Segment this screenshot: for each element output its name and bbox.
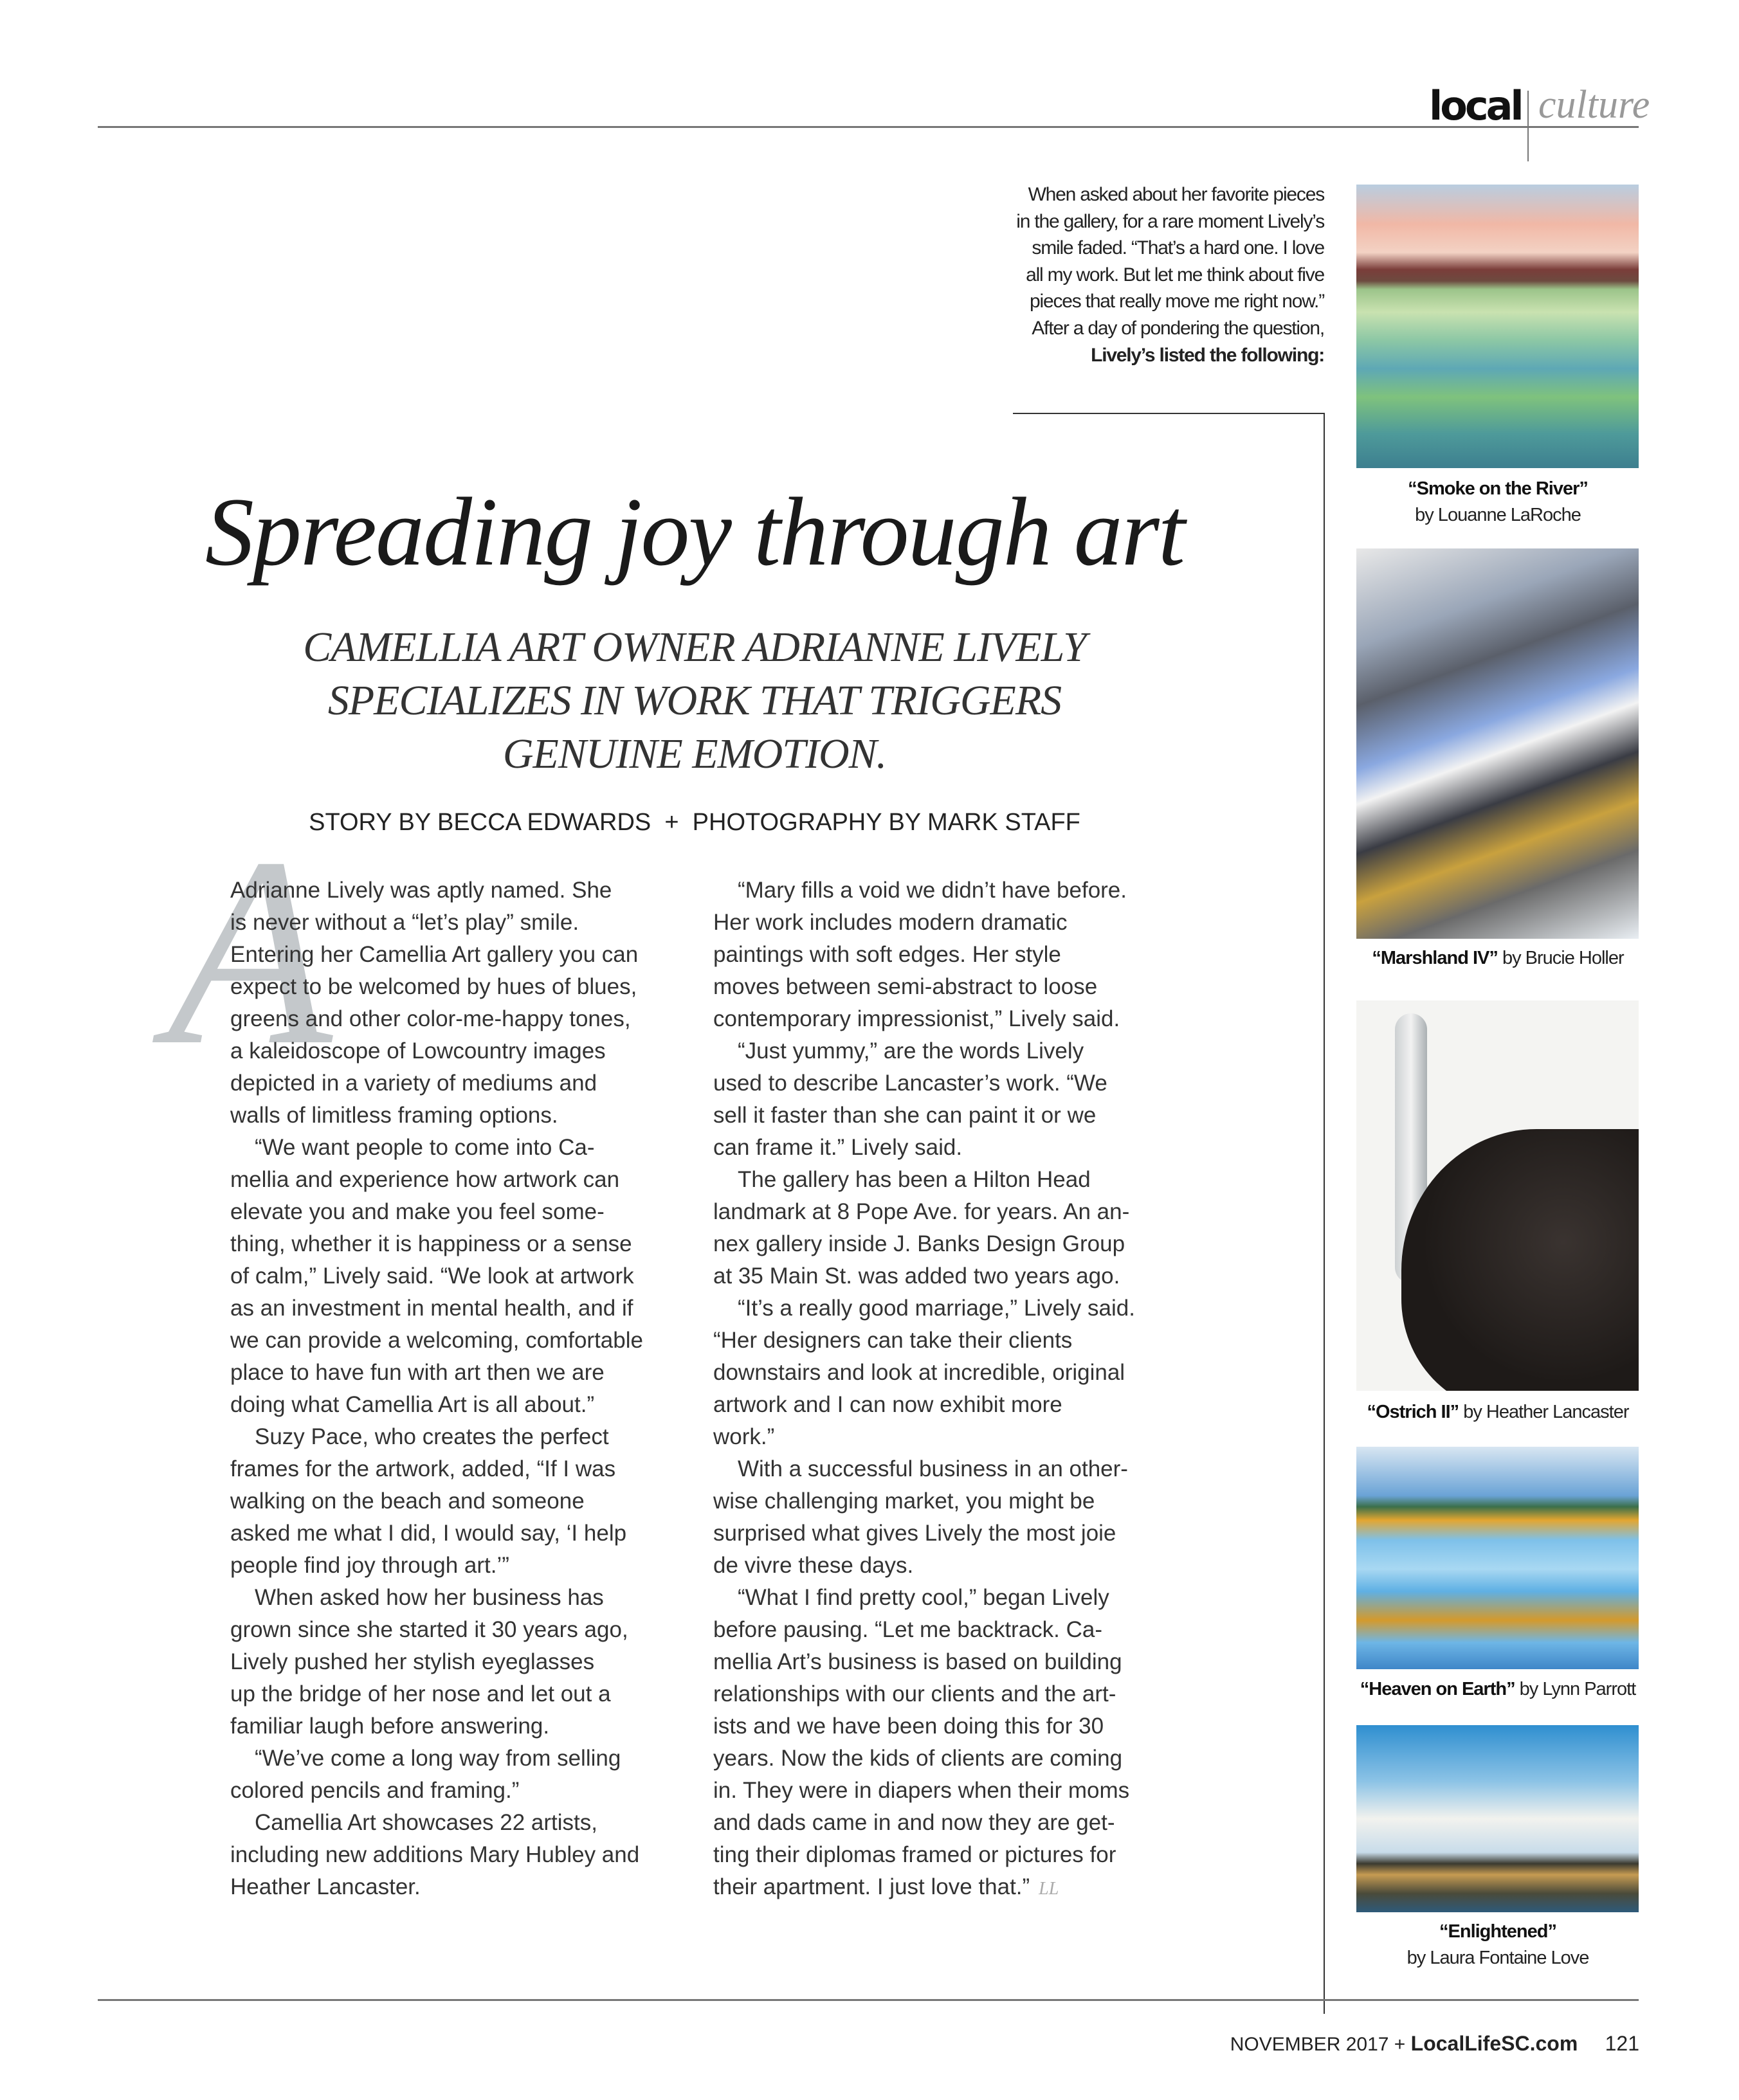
footer-rule (98, 1999, 1639, 2001)
subtitle-line: CAMELLIA ART OWNER ADRIANNE LIVELY (303, 624, 1086, 671)
intro-line: smile faded. “That’s a hard one. I love (1032, 237, 1324, 259)
painting-smoke-on-the-river (1356, 185, 1639, 468)
body-line: paintings with soft edges. Her style (713, 942, 1061, 967)
body-line: nex gallery inside J. Banks Design Group (713, 1231, 1125, 1256)
body-line: doing what Camellia Art is all about.” (230, 1392, 595, 1417)
body-line: walking on the beach and someone (230, 1489, 585, 1514)
body-line: Entering her Camellia Art gallery you can (230, 942, 639, 967)
body-line: frames for the artwork, added, “If I was (230, 1456, 616, 1481)
body-line: a kaleidoscope of Lowcountry images (230, 1038, 606, 1064)
body-line: people find joy through art.’” (230, 1553, 509, 1578)
body-line: their apartment. I just love that.” LL (713, 1874, 1059, 1899)
body-line: de vivre these days. (713, 1553, 914, 1578)
body-line: Lively pushed her stylish eyeglasses (230, 1649, 595, 1674)
body-line: up the bridge of her nose and let out a (230, 1681, 611, 1706)
section-label-culture: culture (1538, 83, 1650, 127)
body-line: mellia Art’s business is based on building (713, 1649, 1122, 1674)
painting-marshland-iv (1356, 548, 1639, 939)
body-line: With a successful business in an other- (738, 1456, 1128, 1481)
body-line: “We’ve come a long way from selling (255, 1746, 621, 1771)
caption-2 (1344, 945, 1652, 972)
page-number: 121 (1605, 2032, 1639, 2055)
section-label-local: local (1429, 82, 1522, 129)
body-line: Suzy Pace, who creates the perfect (255, 1424, 609, 1449)
body-line: landmark at 8 Pope Ave. for years. An an- (713, 1199, 1130, 1224)
body-line: “Mary fills a void we didn’t have before. (738, 878, 1127, 903)
artwork-artist: by Lynn Parrott (1519, 1679, 1636, 1699)
body-line: expect to be welcomed by hues of blues, (230, 974, 637, 999)
body-line: mellia and experience how artwork can (230, 1167, 620, 1192)
header-rule (98, 126, 1639, 128)
caption-3 (1344, 1399, 1652, 1426)
sidebar-intro (990, 181, 1324, 368)
body-line: The gallery has been a Hilton Head (738, 1167, 1091, 1192)
body-line: we can provide a welcoming, comfortable (230, 1328, 643, 1353)
body-line: sell it faster than she can paint it or we (713, 1103, 1097, 1128)
caption-1 (1344, 476, 1652, 529)
footer (1230, 2032, 1639, 2056)
artwork-title: “Marshland IV” (1372, 948, 1498, 968)
body-line: surprised what gives Lively the most joie (713, 1521, 1116, 1546)
body-line: as an investment in mental health, and if (230, 1296, 633, 1321)
body-line: ists and we have been doing this for 30 (713, 1714, 1104, 1739)
body-line: “Just yummy,” are the words Lively (738, 1038, 1084, 1064)
painting-enlightened (1356, 1725, 1639, 1912)
body-line: greens and other color-me-happy tones, (230, 1006, 631, 1031)
body-line: Adrianne Lively was aptly named. She (230, 878, 612, 903)
body-line: contemporary impressionist,” Lively said. (713, 1006, 1120, 1031)
body-line: is never without a “let’s play” smile. (230, 910, 579, 935)
painting-heaven-on-earth (1356, 1447, 1639, 1669)
artwork-artist: by Louanne LaRoche (1415, 505, 1581, 525)
body-line: asked me what I did, I would say, ‘I help (230, 1521, 627, 1546)
intro-line: in the gallery, for a rare moment Lively’s (1016, 210, 1324, 232)
body-line: Camellia Art showcases 22 artists, (255, 1810, 597, 1835)
body-line: familiar laugh before answering. (230, 1714, 550, 1739)
body-line: place to have fun with art then we are (230, 1360, 605, 1385)
body-line: can frame it.” Lively said. (713, 1135, 963, 1160)
body-column-2 (713, 874, 1135, 1905)
subtitle-line: GENUINE EMOTION. (502, 730, 887, 777)
intro-line: After a day of pondering the question, (1032, 317, 1324, 339)
artwork-title: “Ostrich II” (1367, 1402, 1459, 1422)
page-title: Spreading joy through art (205, 478, 1185, 586)
artwork-title: “Smoke on the River” (1408, 478, 1588, 499)
sidebar-bracket-side (1324, 413, 1325, 2014)
body-line: before pausing. “Let me backtrack. Ca- (713, 1617, 1103, 1642)
section-divider (1527, 91, 1529, 161)
end-mark: LL (1039, 1879, 1059, 1899)
artwork-artist: by Laura Fontaine Love (1407, 1948, 1589, 1968)
body-line: “It’s a really good marriage,” Lively said. (738, 1296, 1135, 1321)
body-line: Heather Lancaster. (230, 1874, 421, 1899)
issue-date: NOVEMBER 2017 + (1230, 2034, 1406, 2055)
body-line: “We want people to come into Ca- (255, 1135, 595, 1160)
body-line: “Her designers can take their clients (713, 1328, 1073, 1353)
body-line: “What I find pretty cool,” began Lively (738, 1585, 1109, 1610)
subtitle (244, 620, 1145, 781)
body-line: in. They were in diapers when their moms (713, 1778, 1130, 1803)
website-link[interactable]: LocalLifeSC.com (1410, 2032, 1578, 2055)
ostrich-body (1401, 1129, 1639, 1391)
body-line: elevate you and make you feel some- (230, 1199, 605, 1224)
intro-line: all my work. But let me think about five (1026, 264, 1324, 285)
artwork-title: “Heaven on Earth” (1360, 1679, 1515, 1699)
body-line: Her work includes modern dramatic (713, 910, 1068, 935)
body-line: used to describe Lancaster’s work. “We (713, 1071, 1107, 1096)
body-line: work.” (713, 1424, 775, 1449)
byline: STORY BY BECCA EDWARDS + PHOTOGRAPHY BY MARK STAFF (309, 809, 1080, 836)
intro-line: pieces that really move me right now.” (1030, 291, 1324, 312)
subtitle-line: SPECIALIZES IN WORK THAT TRIGGERS (327, 677, 1062, 724)
drop-cap: A (167, 802, 332, 1101)
body-line: and dads came in and now they are get- (713, 1810, 1115, 1835)
body-line: artwork and I can now exhibit more (713, 1392, 1062, 1417)
caption-4 (1344, 1676, 1652, 1703)
body-line: of calm,” Lively said. “We look at artwork (230, 1263, 634, 1289)
artwork-artist: by Heather Lancaster (1463, 1402, 1629, 1422)
body-line: colored pencils and framing.” (230, 1778, 520, 1803)
body-line: downstairs and look at incredible, original (713, 1360, 1125, 1385)
body-line: thing, whether it is happiness or a sense (230, 1231, 632, 1256)
body-line: wise challenging market, you might be (713, 1489, 1095, 1514)
artwork-title: “Enlightened” (1439, 1921, 1556, 1942)
body-line: walls of limitless framing options. (230, 1103, 558, 1128)
intro-bold-line: Lively’s listed the following: (1091, 344, 1324, 366)
sidebar-bracket-top (1013, 413, 1325, 414)
body-line: years. Now the kids of clients are coming (713, 1746, 1123, 1771)
body-line: ting their diplomas framed or pictures for (713, 1842, 1116, 1867)
body-line: depicted in a variety of mediums and (230, 1071, 597, 1096)
body-line: grown since she started it 30 years ago, (230, 1617, 628, 1642)
body-column-1 (230, 874, 643, 1903)
painting-ostrich-ii (1356, 1000, 1639, 1391)
body-line: relationships with our clients and the art- (713, 1681, 1116, 1706)
artwork-artist: by Brucie Holler (1502, 948, 1624, 968)
body-line: including new additions Mary Hubley and (230, 1842, 640, 1867)
caption-5 (1344, 1919, 1652, 1971)
body-line: moves between semi-abstract to loose (713, 974, 1098, 999)
intro-line: When asked about her favorite pieces (1028, 184, 1324, 205)
body-line: When asked how her business has (255, 1585, 604, 1610)
body-line: at 35 Main St. was added two years ago. (713, 1263, 1120, 1289)
